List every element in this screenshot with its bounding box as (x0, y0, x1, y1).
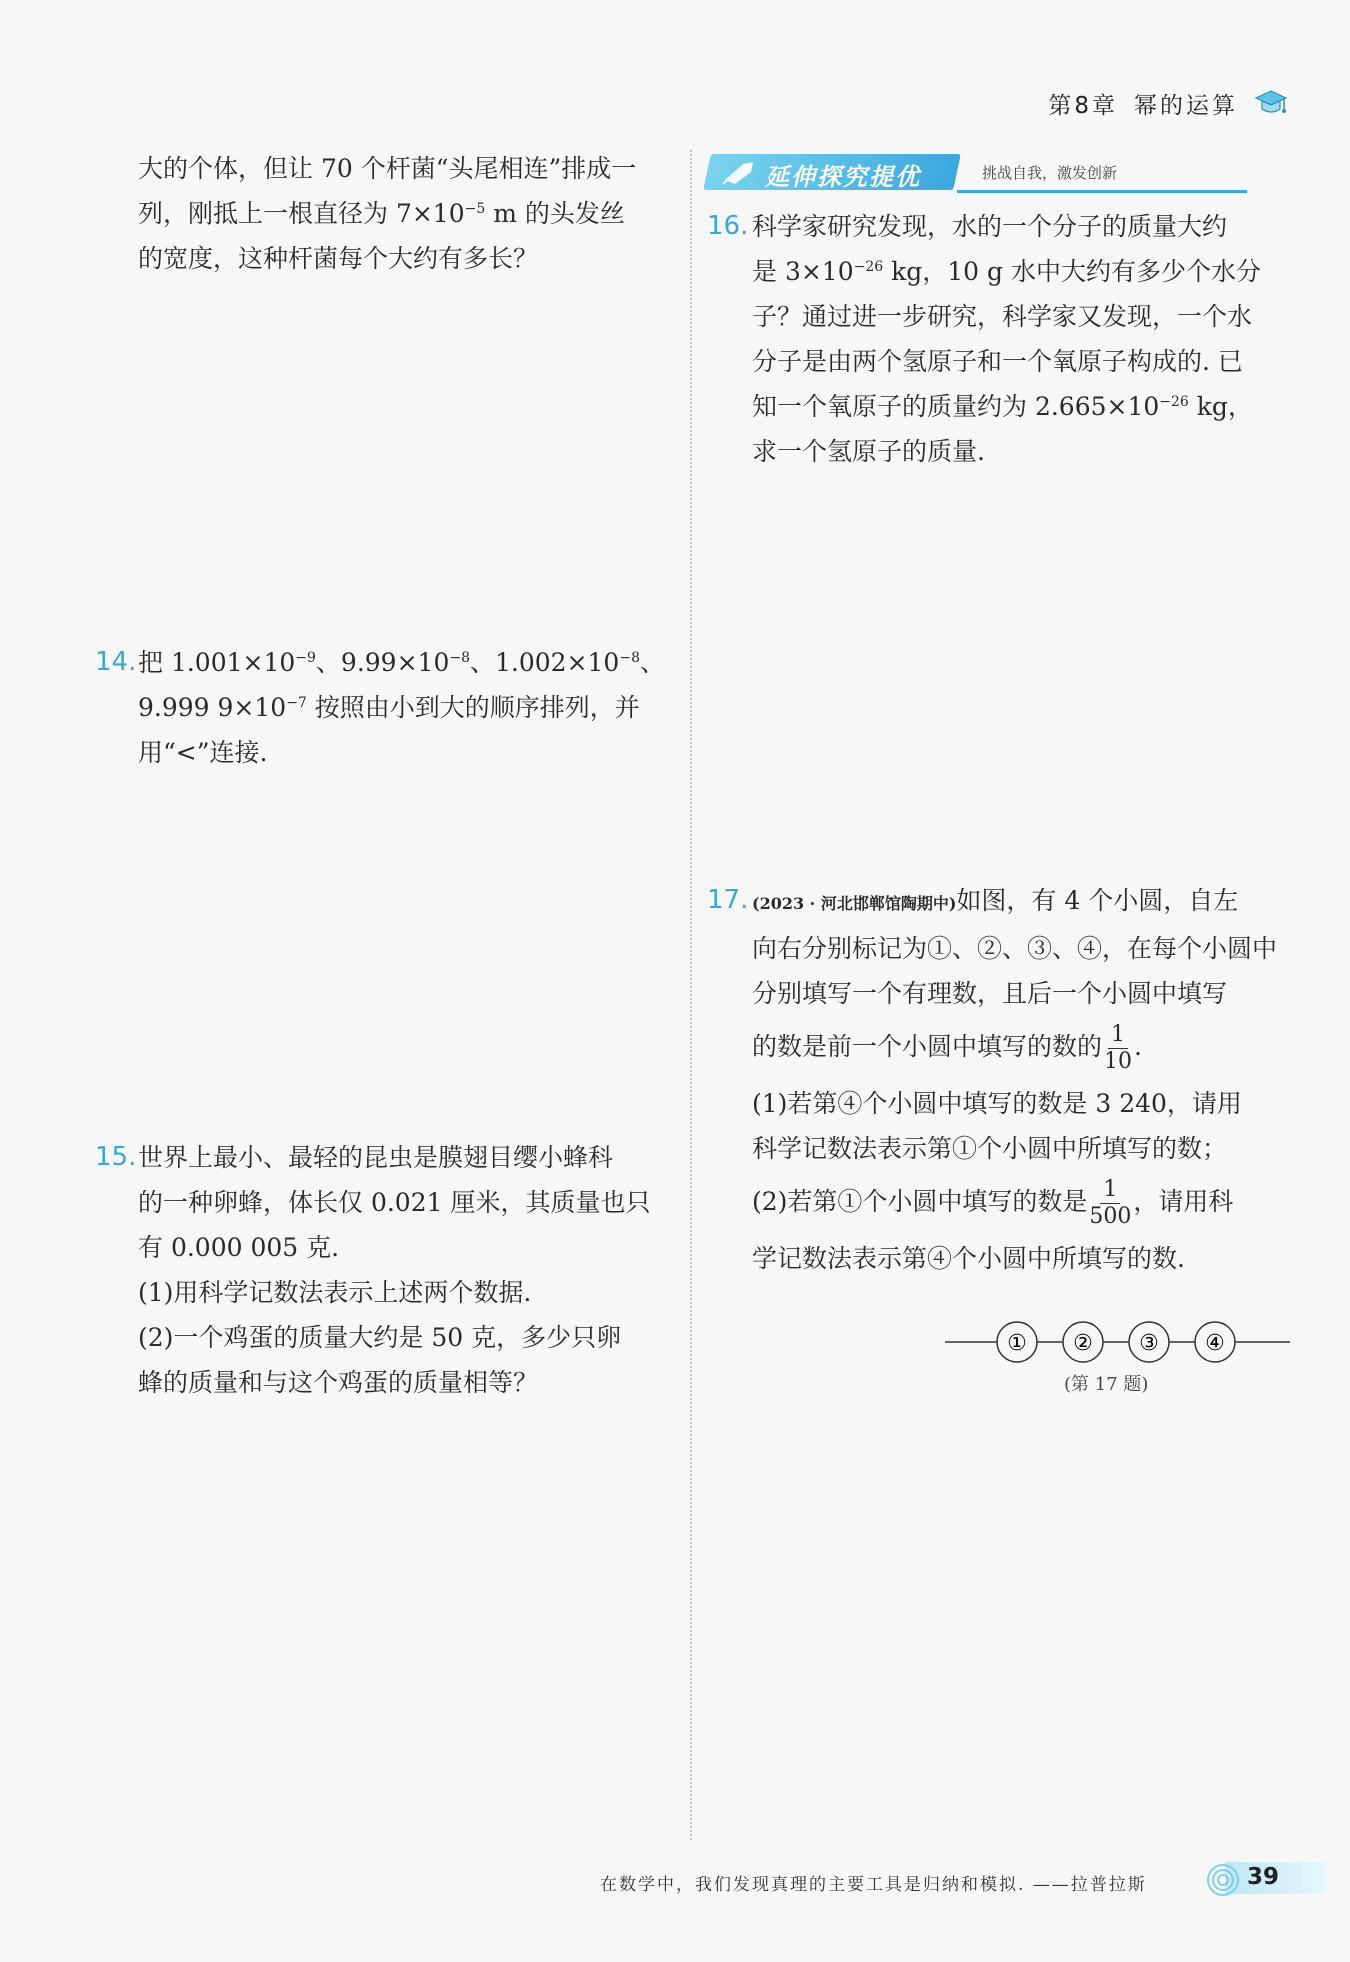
q17-line: 分别填写一个有理数，且后一个小圆中填写 (752, 979, 1228, 1008)
q13-line: 的宽度，这种杆菌每个大约有多长？ (138, 244, 539, 273)
circle-label: ① (1007, 1331, 1027, 1356)
page-number-box (1205, 1860, 1325, 1900)
q14-text: 、 (639, 648, 665, 677)
exponent: −26 (1159, 394, 1189, 410)
q15-line: (1)用科学记数法表示上述两个数据. (138, 1278, 532, 1307)
circle-4 (1195, 1322, 1235, 1362)
q15-line: 的一种卵蜂，体长仅 0.021 厘米，其质量也只 (138, 1188, 651, 1217)
question-15 (138, 1135, 650, 1405)
circle-label: ② (1073, 1331, 1093, 1356)
q17-line: 向右分别标记为①、②、③、④，在每个小圆中 (752, 934, 1278, 963)
exponent: −8 (619, 650, 640, 666)
q17-line (752, 1022, 1277, 1075)
q17-text: (2)若第①个小圆中填写的数是 (752, 1187, 1088, 1216)
q16-line (752, 384, 1261, 429)
q17-line: 学记数法表示第④个小圆中所填写的数. (752, 1244, 1185, 1273)
question-number: 15. (95, 1142, 137, 1172)
q16-text: kg， (1188, 392, 1253, 421)
section-banner (707, 154, 1252, 192)
q14-text: 按照由小到大的顺序排列，并 (306, 693, 640, 722)
q13-line (138, 191, 636, 236)
question-number: 14. (95, 647, 137, 677)
question-14 (138, 640, 665, 775)
rocket-icon (721, 158, 757, 186)
q16-text: 知一个氧原子的质量约为 2.665×10 (752, 392, 1160, 421)
circle-2 (1063, 1322, 1103, 1362)
question-13-continuation (138, 146, 636, 281)
chapter-label: 第8章 (1048, 92, 1118, 119)
circle-1 (997, 1322, 1037, 1362)
q16-line: 分子是由两个氢原子和一个氧原子构成的. 已 (752, 347, 1243, 376)
q14-line: 用“<”连接. (138, 738, 268, 767)
q17-line (752, 878, 1277, 926)
circles-figure (945, 1318, 1290, 1366)
q17-line: 科学记数法表示第①个小圆中所填写的数； (752, 1134, 1228, 1163)
q15-line: 蜂的质量和与这个鸡蛋的质量相等？ (138, 1368, 539, 1397)
question-source: (2023 · 河北邯郸馆陶期中) (752, 894, 957, 913)
exponent: −9 (295, 650, 316, 666)
q17-line: (1)若第④个小圆中填写的数是 3 240，请用 (752, 1089, 1242, 1118)
section-subtitle: 挑战自我，激发创新 (982, 164, 1118, 182)
exponent: −7 (286, 695, 307, 711)
section-title: 延伸探究提优 (765, 163, 921, 191)
q16-line (752, 249, 1261, 294)
page-number: 39 (1247, 1864, 1280, 1890)
q17-text: 如图，有 4 个小圆，自左 (956, 886, 1239, 915)
chapter-title: 幂的运算 (1134, 92, 1238, 119)
q14-text: 9.999 9×10 (138, 693, 287, 722)
q17-text: . (1134, 1032, 1142, 1061)
graduation-cap-icon (1254, 86, 1288, 120)
q14-line (138, 640, 665, 685)
exponent: −8 (449, 650, 470, 666)
q15-line: 有 0.000 005 克. (138, 1233, 340, 1262)
fraction-denominator: 500 (1089, 1204, 1132, 1229)
question-number: 16. (707, 211, 749, 241)
q13-text: 列，刚抵上一根直径为 7×10 (138, 199, 465, 228)
q14-text: 把 1.001×10 (138, 648, 296, 677)
q17-text: 的数是前一个小圆中填写的数的 (752, 1032, 1103, 1061)
fraction-numerator: 1 (1100, 1177, 1120, 1204)
q16-text: kg，10 g 水中大约有多少个水分 (883, 257, 1261, 286)
q14-text: 、1.002×10 (470, 648, 620, 677)
fraction-numerator: 1 (1108, 1022, 1128, 1049)
q15-line: (2)一个鸡蛋的质量大约是 50 克，多少只卵 (138, 1323, 622, 1352)
circle-label: ④ (1205, 1331, 1225, 1356)
circle-3 (1129, 1322, 1169, 1362)
question-16 (752, 204, 1261, 474)
q16-line: 科学家研究发现，水的一个分子的质量大约 (752, 212, 1228, 241)
q17-text: ，请用科 (1133, 1187, 1234, 1216)
q15-line: 世界上最小、最轻的昆虫是膜翅目缨小蜂科 (138, 1143, 614, 1172)
q17-line (752, 1177, 1277, 1230)
fraction (1089, 1177, 1131, 1230)
fraction-denominator: 10 (1104, 1049, 1133, 1074)
q13-line: 大的个体，但让 70 个杆菌“头尾相连”排成一 (138, 154, 637, 183)
q16-line: 求一个氢原子的质量. (752, 437, 985, 466)
exponent: −26 (853, 259, 884, 275)
footer-quote: 在数学中，我们发现真理的主要工具是归纳和模拟. ——拉普拉斯 (600, 1875, 1147, 1895)
q16-line: 子？通过进一步研究，科学家又发现，一个水 (752, 302, 1253, 331)
question-17 (752, 878, 1277, 1281)
circle-label: ③ (1139, 1331, 1159, 1356)
figure-caption: (第 17 题) (1064, 1374, 1149, 1395)
exponent: −5 (464, 201, 486, 217)
q14-line (138, 685, 665, 730)
fraction (1104, 1022, 1132, 1075)
q14-text: 、9.99×10 (315, 648, 450, 677)
spiral-icon (1205, 1860, 1245, 1900)
column-divider (690, 150, 692, 1840)
section-underline (957, 190, 1247, 193)
chapter-header (1048, 86, 1288, 120)
q16-text: 是 3×10 (752, 257, 854, 286)
question-number: 17. (707, 885, 749, 915)
q13-text: m 的头发丝 (485, 199, 625, 228)
